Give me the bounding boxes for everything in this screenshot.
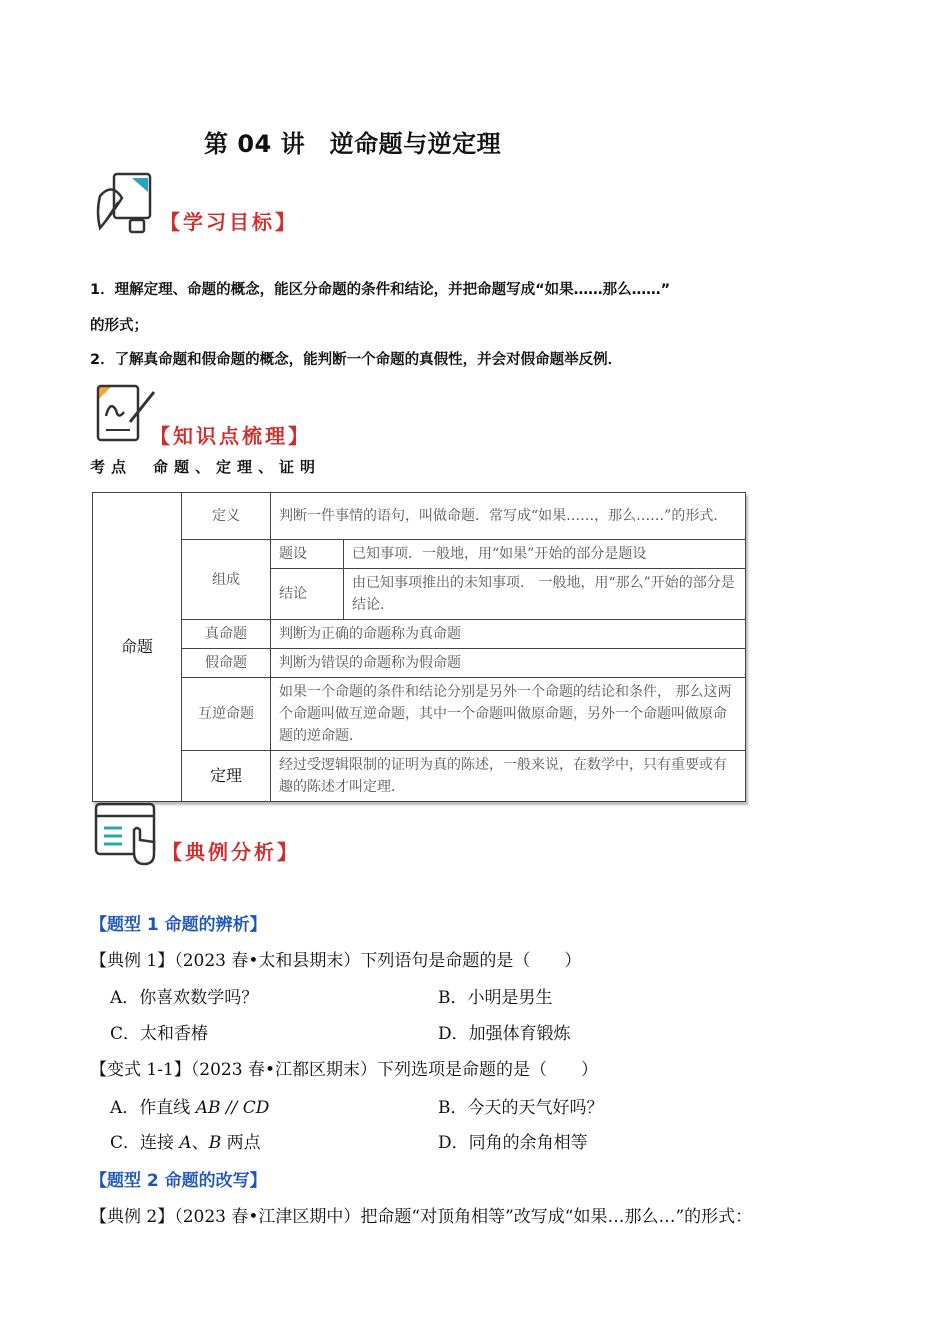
scroll-quill-icon (92, 168, 162, 238)
variant1-option-a (110, 1093, 269, 1118)
example1-option-a: A．你喜欢数学吗？ (110, 988, 259, 1008)
browser-pointer-icon (92, 800, 162, 870)
variant1-option-c-a: A (179, 1133, 192, 1153)
knowledge-badge: 【知识点梳理】 (150, 424, 311, 448)
page-title: 第 04 讲 逆命题与逆定理 (204, 130, 502, 158)
objective-1-cont: 的形式； (90, 318, 148, 334)
type1-heading: 【题型 1 命题的辨析】 (90, 915, 267, 935)
variant1-option-c-prefix: C．连接 (110, 1133, 180, 1153)
objectives-badge: 【学习目标】 (160, 210, 298, 234)
cell-dingli: 定理 (182, 751, 271, 802)
cell-jielun-text: 由已知事项推出的未知事项． 一般地，用“那么”开始的部分是结论． (344, 569, 746, 620)
variant1-question: 【变式 1-1】（2023 春•江都区期末）下列选项是命题的是（ ） (90, 1060, 598, 1080)
cell-jia-text: 判断为错误的命题称为假命题 (271, 649, 746, 678)
examples-badge: 【典例分析】 (162, 840, 300, 864)
cell-dingyi-text: 判断一件事情的语句，叫做命题．常写成“如果……，那么……”的形式． (271, 493, 746, 540)
variant1-option-c-suffix: 两点 (221, 1133, 261, 1153)
cell-zhen-text: 判断为正确的命题称为真命题 (271, 620, 746, 649)
cell-tishe-text: 已知事项．一般地，用“如果”开始的部分是题设 (344, 540, 746, 569)
variant1-option-a-prefix: A．作直线 (110, 1098, 196, 1118)
example1-option-c: C．太和香椿 (110, 1024, 209, 1044)
cell-huni-text: 如果一个命题的条件和结论分别是另外一个命题的结论和条件， 那么这两个命题叫做互逆命题，其中一个命题叫做原命题，另外一个命题叫做原命题的逆命题． (271, 678, 746, 751)
cell-zucheng-label: 组成 (182, 540, 271, 620)
variant1-option-b: B．今天的天气好吗？ (438, 1098, 604, 1118)
cell-tishe-label: 题设 (271, 540, 344, 569)
objective-1: 1．理解定理、命题的概念，能区分命题的条件和结论，并把命题写成“如果……那么……” (90, 282, 671, 298)
kaodian-label: 考点 命题、定理、证明 (90, 458, 322, 476)
example2-question: 【典例 2】（2023 春•江津区期中）把命题“对顶角相等”改写成“如果…那么…”的形式： (90, 1207, 753, 1227)
cell-jielun-label: 结论 (271, 569, 344, 620)
variant1-option-d: D．同角的余角相等 (438, 1133, 588, 1153)
cell-jia-label: 假命题 (182, 649, 271, 678)
cell-dingli-text: 经过受逻辑限制的证明为真的陈述，一般来说，在数学中，只有重要或有趣的陈述才叫定理． (271, 751, 746, 802)
example1-question: 【典例 1】（2023 春•太和县期末）下列语句是命题的是（ ） (90, 951, 582, 971)
type2-heading: 【题型 2 命题的改写】 (90, 1171, 267, 1191)
variant1-option-a-math: AB // CD (195, 1098, 270, 1118)
example1-option-d: D．加强体育锻炼 (438, 1024, 571, 1044)
cell-zhen-label: 真命题 (182, 620, 271, 649)
variant1-option-c-sep: 、 (191, 1133, 209, 1153)
objective-2: 2．了解真命题和假命题的概念，能判断一个命题的真假性，并会对假命题举反例． (90, 352, 623, 368)
knowledge-table (92, 492, 746, 802)
example1-option-b: B．小明是男生 (438, 988, 553, 1008)
variant1-option-c-b: B (208, 1133, 222, 1153)
variant1-option-c (110, 1128, 261, 1153)
cell-huni-label: 互逆命题 (182, 678, 271, 751)
cell-mingti: 命题 (93, 493, 182, 802)
cell-dingyi-label: 定义 (182, 493, 271, 540)
